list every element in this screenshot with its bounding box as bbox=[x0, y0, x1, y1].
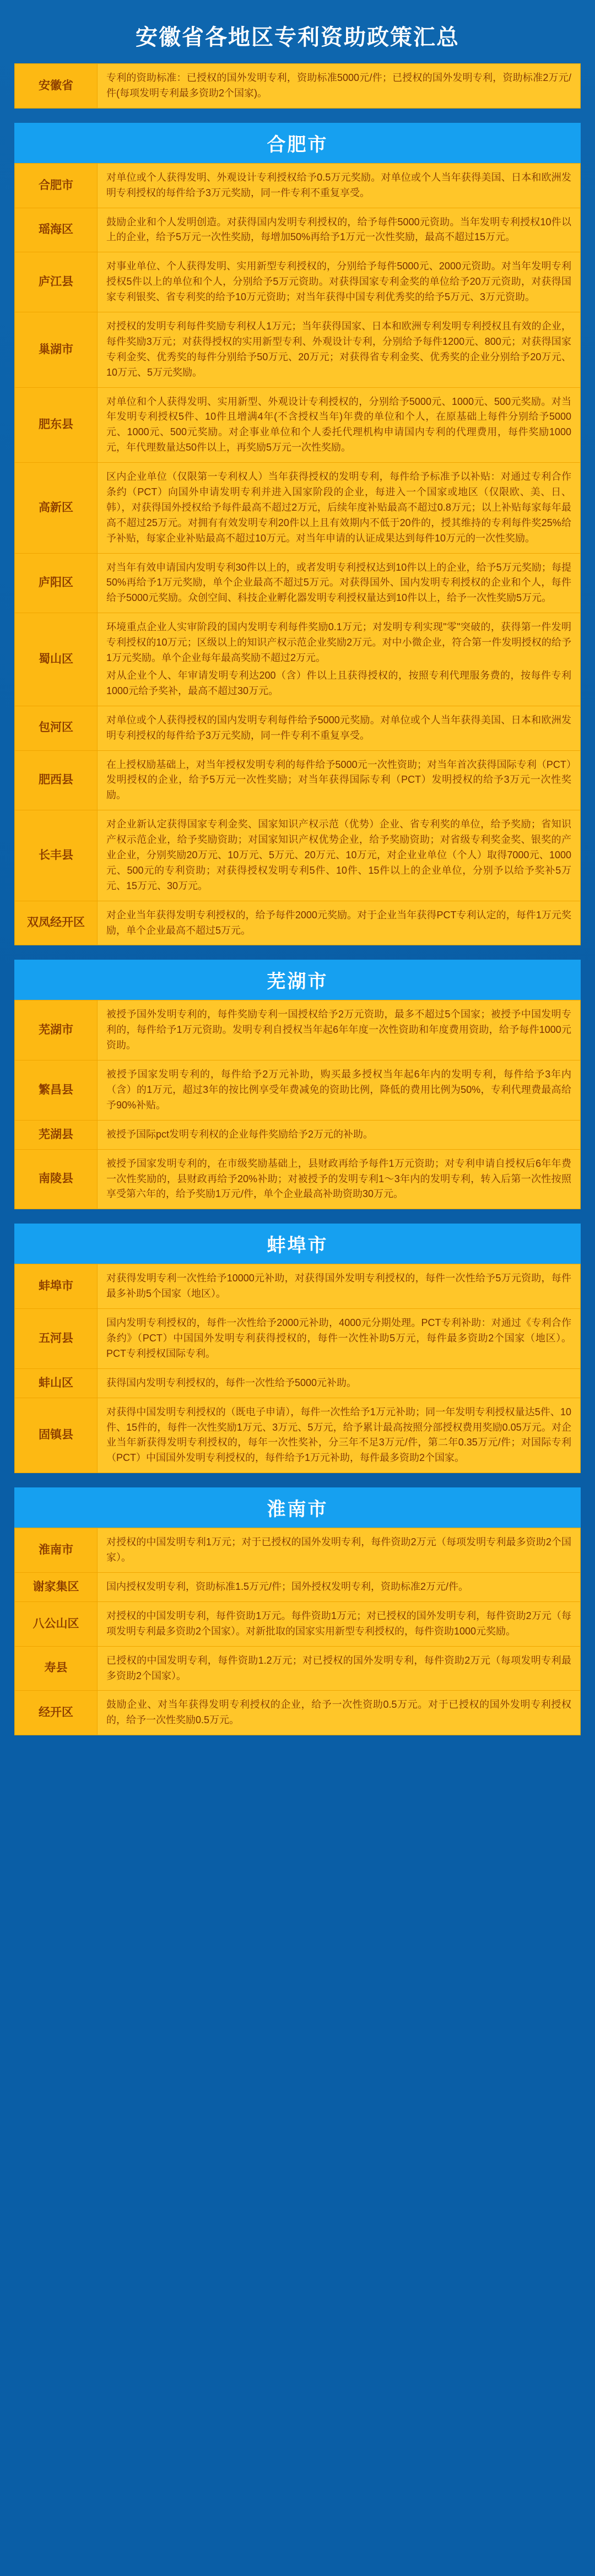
region-name: 包河区 bbox=[15, 706, 98, 750]
table-row bbox=[15, 64, 581, 109]
table-row bbox=[15, 1646, 581, 1691]
policy-paragraph: 被授予国家发明专利的，每件给予2万元补助，购买最多授权当年起6年内的发明专利，每件给予3年内（含）的1万元，超过3年的按比例享受年费减免的资助比例，降低的费用比例为50%，专利代理费最高给予90%补贴。 bbox=[106, 1069, 571, 1111]
policy-paragraph: 对单位或个人获得发明、外观设计专利授权给予0.5万元奖励。对单位或个人当年获得美国、日本和欧洲发明专利授权的每件给予3万元奖励，同一件专利不重复享受。 bbox=[106, 171, 571, 198]
policy-text bbox=[98, 750, 581, 810]
policy-paragraph: 在上授权励基础上，对当年授权发明专利的每件给予5000元一次性资助；对当年首次获得国际专利（PCT）发明授权的企业，给予5万元一次性奖励；对当年获得国际专利（PCT）发明授权的给予3万元一次性奖励。 bbox=[106, 759, 571, 801]
policy-paragraph: 鼓励企业和个人发明创造。对获得国内发明专利授权的，给予每件5000元资助。当年发明专利授权10件以上的企业，给予5万元一次性奖励，每增加50%再给予1万元一次性奖励，最高不超过15万元。 bbox=[106, 216, 571, 243]
table-row bbox=[15, 252, 581, 312]
policy-table bbox=[14, 1000, 581, 1209]
region-name: 五河县 bbox=[15, 1309, 98, 1369]
policy-text bbox=[98, 463, 581, 553]
section bbox=[14, 123, 581, 946]
table-row bbox=[15, 463, 581, 553]
policy-text bbox=[98, 1000, 581, 1060]
region-name: 蚌山区 bbox=[15, 1368, 98, 1398]
policy-paragraph: 对企业新认定获得国家专利金奖、国家知识产权示范（优势）企业、省专利奖的单位，给予奖励；省知识产权示范企业，给予奖励资助；对国家知识产权优势企业，给予奖励资助；对省级专利奖金奖、银奖的产业企业，分别奖励20万元、10万元、5万元、20万元、10万元，对企业业单位（个人）取得7000元、1000元、500元的专利资助；对获得授权发明专利5件、10件、15件以上的企业单位，分别予以给予奖补5万元、15万元、30万元。 bbox=[106, 819, 571, 891]
policy-paragraph: 鼓励企业、对当年获得发明专利授权的企业，给予一次性资助0.5万元。对于已授权的国外发明专利授权的，给予一次性奖励0.5万元。 bbox=[106, 1699, 571, 1726]
region-name: 双凤经开区 bbox=[15, 901, 98, 945]
policy-paragraph: 对从企业个人、年审请发明专利达200（含）件以上且获得授权的，按照专利代理服务费的，按每件专利1000元给予奖补，最高不超过30万元。 bbox=[106, 669, 571, 696]
policy-text bbox=[98, 1691, 581, 1735]
policy-text bbox=[98, 1573, 581, 1602]
title-bar bbox=[14, 14, 581, 63]
policy-paragraph: 对获得发明专利一次性给予10000元补助，对获得国外发明专利授权的，每件一次性给予5万元资助，每件最多补助5个国家（地区）。 bbox=[106, 1273, 571, 1300]
policy-paragraph: 被授予国家发明专利的，在市级奖励基础上，县财政再给予每件1万元资助；对专利申请自授权后6年年费一次性奖励的，县财政再给予20%补助；对被授予的发明专利1～3年内的发明专利，转入后第一次性按照享受第六年的，给予奖励1万元/件，单个企业最高补助资助30万元。 bbox=[106, 1157, 571, 1200]
region-name: 谢家集区 bbox=[15, 1573, 98, 1602]
policy-text bbox=[98, 1309, 581, 1369]
table-row bbox=[15, 1573, 581, 1602]
region-name: 芜湖市 bbox=[15, 1000, 98, 1060]
table-row bbox=[15, 1601, 581, 1646]
table-row bbox=[15, 1060, 581, 1121]
table-row bbox=[15, 901, 581, 945]
policy-text bbox=[98, 387, 581, 463]
policy-text bbox=[98, 1368, 581, 1398]
section-header: 合肥市 bbox=[14, 123, 581, 163]
region-name: 淮南市 bbox=[15, 1528, 98, 1573]
policy-table bbox=[14, 163, 581, 946]
policy-text bbox=[98, 553, 581, 613]
policy-text bbox=[98, 1646, 581, 1691]
policy-text bbox=[98, 1060, 581, 1121]
region-name: 高新区 bbox=[15, 463, 98, 553]
policy-table bbox=[14, 63, 581, 109]
policy-table bbox=[14, 1528, 581, 1735]
section bbox=[14, 1224, 581, 1473]
policy-paragraph: 获得国内发明专利授权的，每件一次性给予5000元补助。 bbox=[106, 1377, 357, 1388]
policy-paragraph: 区内企业单位（仅限第一专利权人）当年获得授权的发明专利，每件给予标准予以补贴：对通过专利合作条约（PCT）向国外申请发明专利并进入国家阶段的企业，每进入一个国家或地区（仅限欧、美、日、韩），对获得国外授权给予每件最高不超过2万元，后续年度补贴最高不超过0.8万元；以上补贴每家每年最高不超过25万元。对拥有有效发明专利20件以上且有效期内不低于20件的，授其维持的专利每件奖25%给予补贴，每家企业补贴最高不超过10万元。对当年申请的认证成果达到每件10万元的一次性奖励。 bbox=[106, 471, 571, 544]
policy-text bbox=[98, 208, 581, 252]
policy-paragraph: 被授予国外发明专利的，每件奖励专利一国授权给予2万元资助，最多不超过5个国家；被授予中国发明专利的，每件给予1万元资助。发明专利自授权当年起6年年度一次性资助和年度费用资助，给予每件1000元资助。 bbox=[106, 1009, 571, 1051]
policy-paragraph: 环境重点企业人实审阶段的国内发明专利每件奖励0.1万元；对发明专利实现"零"突破的，获得第一件发明专利授权的10万元；区级以上的知识产权示范企业奖励2万元。对中小微企业，符合第一件发明授权的给予1万元奖励。单个企业每年最高奖励不超过2万元。 bbox=[106, 621, 571, 664]
policy-paragraph: 专利的资助标准：已授权的国外发明专利，资助标准5000元/件；已授权的国外发明专利，资助标准2万元/件(每项发明专利最多资助2个国家)。 bbox=[106, 72, 571, 99]
policy-paragraph: 被授予国际pct发明专利权的企业每件奖励给予2万元的补助。 bbox=[106, 1128, 374, 1140]
policy-text bbox=[98, 1264, 581, 1309]
table-row bbox=[15, 163, 581, 208]
sections-container bbox=[14, 63, 581, 1735]
section bbox=[14, 63, 581, 109]
table-row bbox=[15, 810, 581, 901]
policy-paragraph: 对单位和个人获得发明、实用新型、外观设计专利授权的，分别给予5000元、1000元、500元奖励。对当年发明专利授权5件、10件且增满4年(不含授权当年)年费的单位和个人，在原基础上每件分别给予5000元、1000元、500元奖励。对企事业单位和个人委托代理机构申请国内专利的代理费用，每件奖励1000元，年代理数量达50件以上，再奖励5万元一次性奖励。 bbox=[106, 396, 571, 453]
policy-paragraph: 对企业当年获得发明专利授权的，给予每件2000元奖励。对于企业当年获得PCT专利认定的，每件1万元奖励，单个企业最高不超过5万元。 bbox=[106, 909, 571, 936]
policy-text bbox=[98, 64, 581, 109]
policy-paragraph: 对当年有效申请国内发明专利30件以上的，或者发明专利授权达到10件以上的企业，给予5万元奖励；每提50%再给予1万元奖励，单个企业最高不超过5万元。对获得国外、国内发明专利授权的企业和个人，每件给予5000元奖励。众创空间、科技企业孵化器发明专利授权量达到10件以上，给予一次性奖励5万元。 bbox=[106, 561, 571, 604]
region-name: 长丰县 bbox=[15, 810, 98, 901]
policy-paragraph: 国内发明专利授权的，每件一次性给予2000元补助，4000元分期处理。PCT专利补助：对通过《专利合作条约》（PCT）中国国外发明专利获得授权的，每件一次性补助5万元，每件最多资助2个国家（地区）。PCT专利授权国际专利。 bbox=[106, 1317, 571, 1359]
table-row bbox=[15, 706, 581, 750]
table-row bbox=[15, 1398, 581, 1473]
policy-text bbox=[98, 706, 581, 750]
policy-text bbox=[98, 1120, 581, 1149]
policy-text bbox=[98, 312, 581, 388]
region-name: 肥东县 bbox=[15, 387, 98, 463]
policy-paragraph: 对单位或个人获得授权的国内发明专利每件给予5000元奖励。对单位或个人当年获得美国、日本和欧洲发明专利授权的每件给予3万元奖励，同一件专利不重复享受。 bbox=[106, 714, 571, 741]
policy-paragraph: 已授权的中国发明专利，每件资助1.2万元；对已授权的国外发明专利，每件资助2万元（每项发明专利最多资助2个国家）。 bbox=[106, 1654, 571, 1681]
table-row bbox=[15, 1149, 581, 1209]
table-row bbox=[15, 1264, 581, 1309]
table-row bbox=[15, 208, 581, 252]
policy-text bbox=[98, 163, 581, 208]
region-name: 巢湖市 bbox=[15, 312, 98, 388]
policy-text bbox=[98, 1528, 581, 1573]
region-name: 瑶海区 bbox=[15, 208, 98, 252]
policy-text bbox=[98, 1601, 581, 1646]
page-title: 安徽省各地区专利资助政策汇总 bbox=[136, 25, 459, 50]
region-name: 南陵县 bbox=[15, 1149, 98, 1209]
section-header: 蚌埠市 bbox=[14, 1224, 581, 1264]
policy-text bbox=[98, 252, 581, 312]
region-name: 寿县 bbox=[15, 1646, 98, 1691]
policy-paragraph: 对授权的中国发明专利1万元；对于已授权的国外发明专利，每件资助2万元（每项发明专利最多资助2个国家）。 bbox=[106, 1536, 571, 1563]
policy-paragraph: 对获得中国发明专利授权的（既电子申请），每件一次性给予1万元补助；同一年发明专利授权量达5件、10件、15件的，每件一次性奖励1万元、3万元、5万元，给予累计最高按照分部授权费用奖励0.05万元。对企业当年新获得发明专利授权的，每年一次性奖补，分三年不足3万元/件，第二年0.35万元/件；对国际专利（PCT）中国国外发明专利授权的，每件给予1万元补助，每件最多资助2个国家。 bbox=[106, 1406, 571, 1464]
section bbox=[14, 1487, 581, 1735]
region-name: 肥西县 bbox=[15, 750, 98, 810]
section bbox=[14, 960, 581, 1209]
policy-text bbox=[98, 1149, 581, 1209]
region-name: 繁昌县 bbox=[15, 1060, 98, 1121]
policy-paragraph: 对授权的中国发明专利，每件资助1万元。每件资助1万元；对已授权的国外发明专利，每件资助2万元（每项发明专利最多资助2个国家）。对新批取的国家实用新型专利授权的，每件资助1000元奖励。 bbox=[106, 1610, 571, 1637]
policy-text bbox=[98, 810, 581, 901]
table-row bbox=[15, 1368, 581, 1398]
table-row bbox=[15, 312, 581, 388]
table-row bbox=[15, 1528, 581, 1573]
table-row bbox=[15, 553, 581, 613]
region-name: 蜀山区 bbox=[15, 613, 98, 706]
policy-paragraph: 国内授权发明专利，资助标准1.5万元/件；国外授权发明专利，资助标准2万元/件。 bbox=[106, 1581, 469, 1592]
policy-table bbox=[14, 1264, 581, 1473]
region-name: 合肥市 bbox=[15, 163, 98, 208]
policy-paragraph: 对授权的发明专利每件奖励专利权人1万元；当年获得国家、日本和欧洲专利发明专利授权且有效的企业，每件奖励3万元；对获得授权的实用新型专利、外观设计专利，分别给予每件1200元、800元；对获得国家专利金奖、优秀奖的每件分别给予50万元、20万元；对获得省专利金奖、优秀奖的企业分别给予20万元、10万元、5万元奖励。 bbox=[106, 321, 571, 378]
table-row bbox=[15, 750, 581, 810]
section-header: 淮南市 bbox=[14, 1487, 581, 1528]
table-row bbox=[15, 1120, 581, 1149]
region-name: 八公山区 bbox=[15, 1601, 98, 1646]
section-header: 芜湖市 bbox=[14, 960, 581, 1000]
region-name: 庐阳区 bbox=[15, 553, 98, 613]
region-name: 芜湖县 bbox=[15, 1120, 98, 1149]
table-row bbox=[15, 1309, 581, 1369]
region-name: 蚌埠市 bbox=[15, 1264, 98, 1309]
table-row bbox=[15, 613, 581, 706]
region-name: 安徽省 bbox=[15, 64, 98, 109]
table-row bbox=[15, 387, 581, 463]
region-name: 经开区 bbox=[15, 1691, 98, 1735]
table-row bbox=[15, 1691, 581, 1735]
policy-text bbox=[98, 1398, 581, 1473]
region-name: 庐江县 bbox=[15, 252, 98, 312]
region-name: 固镇县 bbox=[15, 1398, 98, 1473]
policy-text bbox=[98, 901, 581, 945]
table-row bbox=[15, 1000, 581, 1060]
policy-paragraph: 对事业单位、个人获得发明、实用新型专利授权的，分别给予每件5000元、2000元资助。对当年发明专利授权5件以上的单位和个人，分别给予5万元资助。对获得国家专利金奖的单位给予20万元资助，对获得国家专利银奖、省专利奖的给予10万元资助；对当年获得中国专利优秀奖的给予5万元、3万元资助。 bbox=[106, 261, 571, 303]
policy-text bbox=[98, 613, 581, 706]
